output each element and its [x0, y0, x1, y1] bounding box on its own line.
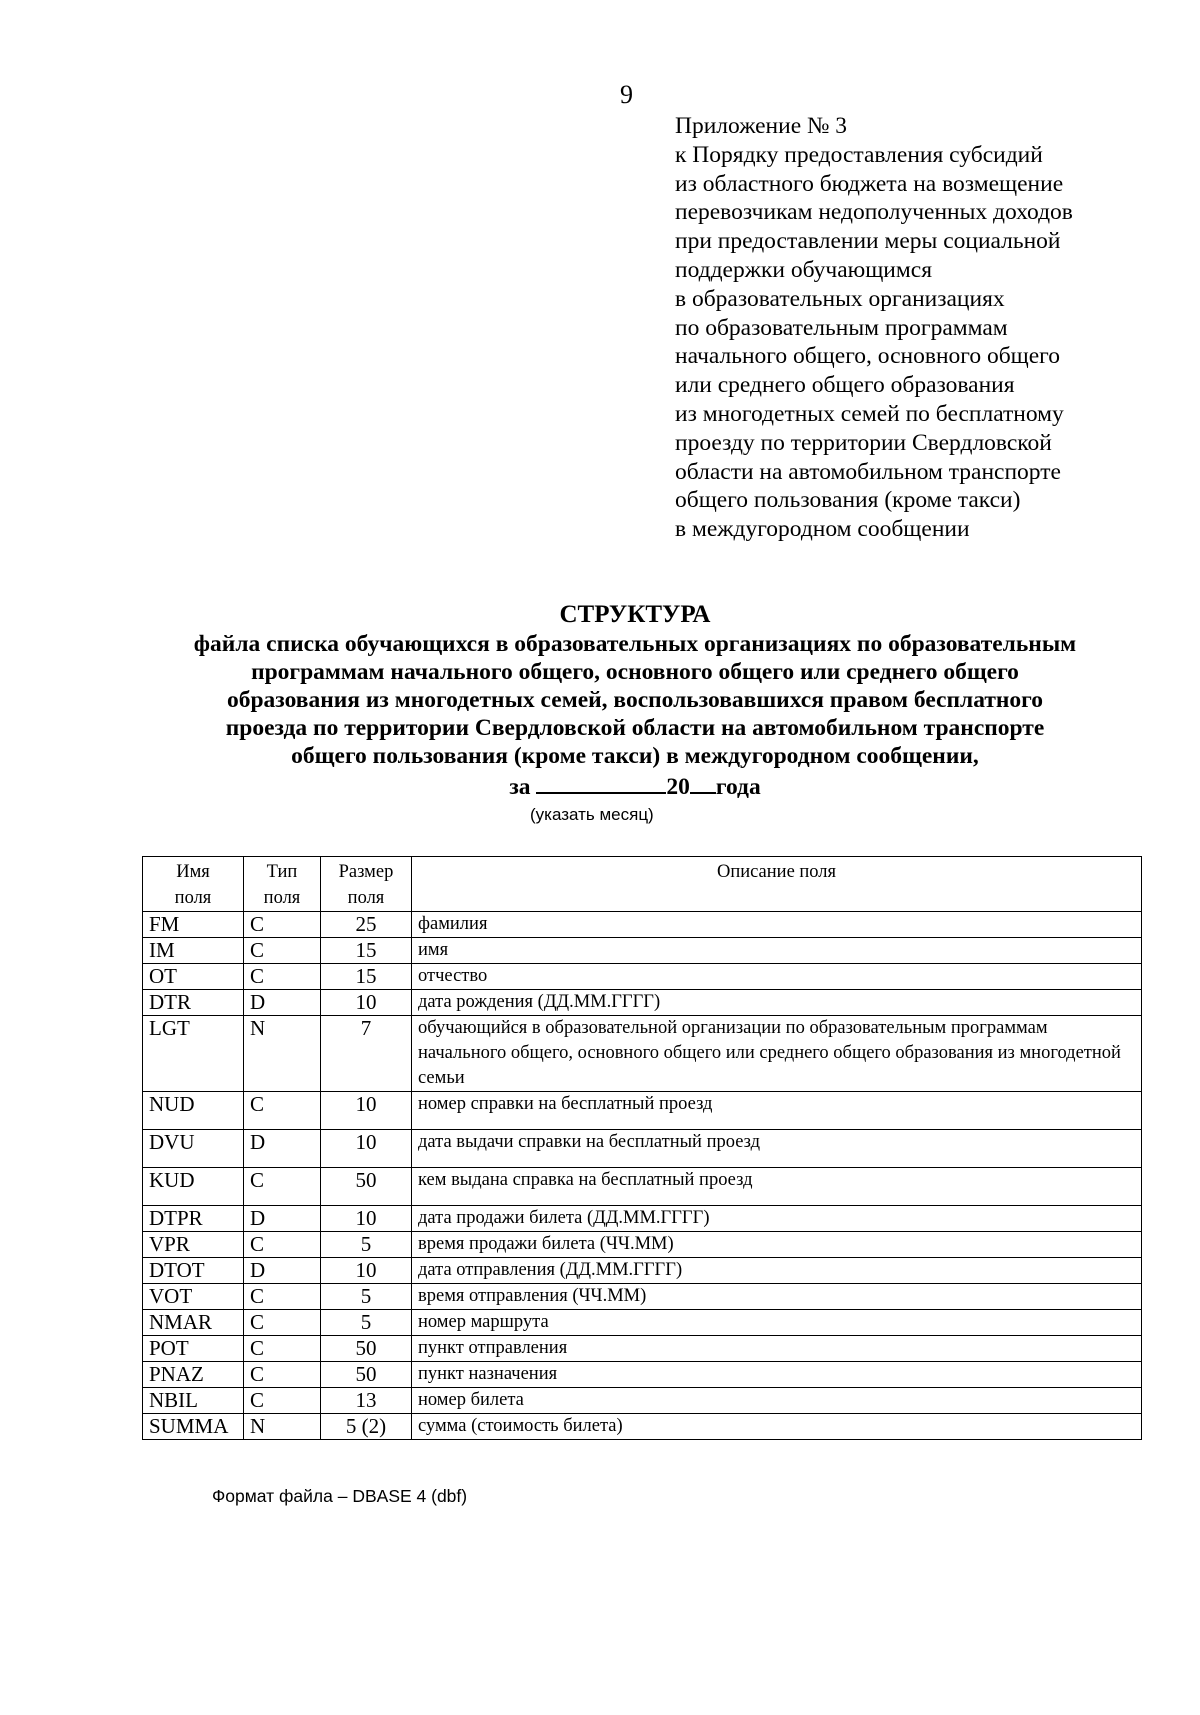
cell-name: NBIL: [143, 1388, 244, 1414]
cell-type: D: [244, 1130, 321, 1168]
table-row: [143, 1232, 1142, 1258]
appendix-line: начального общего, основного общего: [675, 343, 1060, 370]
cell-name: FM: [143, 912, 244, 938]
cell-description: дата отправления (ДД.ММ.ГГГГ): [412, 1258, 1142, 1284]
cell-name: DTR: [143, 990, 244, 1016]
appendix-line: в междугородном сообщении: [675, 516, 970, 543]
cell-size: 50: [321, 1336, 412, 1362]
year-blank: [690, 770, 716, 794]
cell-size: 10: [321, 1258, 412, 1284]
table-row: [143, 1206, 1142, 1232]
cell-description: пункт назначения: [412, 1362, 1142, 1388]
cell-description: дата рождения (ДД.ММ.ГГГГ): [412, 990, 1142, 1016]
cell-description: номер билета: [412, 1388, 1142, 1414]
cell-name: KUD: [143, 1168, 244, 1206]
cell-type: C: [244, 1388, 321, 1414]
cell-name: VOT: [143, 1284, 244, 1310]
subtitle-line: проезда по территории Свердловской области на автомобильном транспорте: [225, 715, 1045, 741]
cell-name: NMAR: [143, 1310, 244, 1336]
cell-name: OT: [143, 964, 244, 990]
table-row: [143, 1310, 1142, 1336]
cell-size: 15: [321, 964, 412, 990]
fields-table: [142, 856, 1142, 1440]
cell-type: N: [244, 1414, 321, 1440]
cell-name: NUD: [143, 1092, 244, 1130]
cell-type: D: [244, 1258, 321, 1284]
appendix-line: из многодетных семей по бесплатному: [675, 400, 1064, 427]
page-number: 9: [620, 80, 633, 109]
cell-size: 7: [321, 1016, 412, 1092]
cell-description: кем выдана справка на бесплатный проезд: [412, 1168, 1142, 1206]
cell-name: DVU: [143, 1130, 244, 1168]
appendix-line: проезду по территории Свердловской: [675, 429, 1052, 456]
cell-size: 13: [321, 1388, 412, 1414]
table-row: [143, 938, 1142, 964]
cell-description: пункт отправления: [412, 1336, 1142, 1362]
appendix-header: [675, 112, 1175, 544]
cell-description: имя: [412, 938, 1142, 964]
cell-name: LGT: [143, 1016, 244, 1092]
header-type: Тип поля: [244, 857, 321, 912]
period-hint: (указать месяц): [530, 805, 654, 824]
table-row: [143, 990, 1142, 1016]
appendix-line: области на автомобильном транспорте: [675, 458, 1061, 485]
cell-description: сумма (стоимость билета): [412, 1414, 1142, 1440]
cell-name: SUMMA: [143, 1414, 244, 1440]
cell-size: 10: [321, 1092, 412, 1130]
cell-description: время продажи билета (ЧЧ.ММ): [412, 1232, 1142, 1258]
cell-type: C: [244, 1092, 321, 1130]
cell-size: 50: [321, 1168, 412, 1206]
cell-description: номер справки на бесплатный проезд: [412, 1092, 1142, 1130]
cell-description: дата продажи билета (ДД.ММ.ГГГГ): [412, 1206, 1142, 1232]
subtitle-line: общего пользования (кроме такси) в междугородном сообщении,: [291, 743, 979, 769]
cell-name: VPR: [143, 1232, 244, 1258]
table-row: [143, 1284, 1142, 1310]
appendix-line: поддержки обучающимся: [675, 256, 932, 283]
cell-name: POT: [143, 1336, 244, 1362]
cell-type: C: [244, 1362, 321, 1388]
table-row: [143, 1388, 1142, 1414]
period-suffix: года: [715, 774, 761, 800]
cell-size: 10: [321, 1206, 412, 1232]
appendix-line: общего пользования (кроме такси): [675, 487, 1021, 514]
cell-type: C: [244, 1284, 321, 1310]
appendix-line: по образовательным программам: [675, 314, 1008, 341]
appendix-line: или среднего общего образования: [675, 372, 1015, 399]
header-name: Имя поля: [143, 857, 244, 912]
cell-name: PNAZ: [143, 1362, 244, 1388]
appendix-line: из областного бюджета на возмещение: [675, 170, 1064, 197]
table-row: [143, 1258, 1142, 1284]
cell-name: DTOT: [143, 1258, 244, 1284]
cell-type: C: [244, 1336, 321, 1362]
appendix-line: Приложение № 3: [675, 113, 848, 139]
cell-type: C: [244, 938, 321, 964]
period-prefix: за: [509, 774, 531, 800]
header-description: Описание поля: [412, 857, 1142, 912]
cell-size: 5: [321, 1284, 412, 1310]
document-title: СТРУКТУРА: [559, 601, 711, 628]
appendix-line: в образовательных организациях: [675, 285, 1005, 312]
table-row: [143, 1130, 1142, 1168]
cell-size: 25: [321, 912, 412, 938]
subtitle-line: файла списка обучающихся в образовательных организациях по образовательным: [193, 631, 1077, 657]
cell-description: обучающийся в образовательной организации по образовательным программам начального общего, основного общего или среднего общего образования из многодетной семьи: [412, 1016, 1142, 1092]
table-row: [143, 1016, 1142, 1092]
subtitle-line: образования из многодетных семей, воспользовавшихся правом бесплатного: [226, 687, 1044, 713]
cell-size: 10: [321, 990, 412, 1016]
appendix-line: при предоставлении меры социальной: [675, 228, 1061, 255]
appendix-line: к Порядку предоставления субсидий: [675, 141, 1043, 168]
month-blank: [536, 770, 666, 794]
cell-description: отчество: [412, 964, 1142, 990]
cell-size: 5: [321, 1232, 412, 1258]
cell-description: фамилия: [412, 912, 1142, 938]
cell-type: D: [244, 1206, 321, 1232]
table-header-row: [143, 857, 1142, 912]
table-row: [143, 1092, 1142, 1130]
cell-type: C: [244, 1232, 321, 1258]
cell-size: 5: [321, 1310, 412, 1336]
table-row: [143, 1336, 1142, 1362]
table-row: [143, 1362, 1142, 1388]
cell-type: D: [244, 990, 321, 1016]
cell-description: номер маршрута: [412, 1310, 1142, 1336]
table-row: [143, 1168, 1142, 1206]
cell-size: 50: [321, 1362, 412, 1388]
subtitle-line: программам начального общего, основного общего или среднего общего: [251, 659, 1019, 685]
cell-type: N: [244, 1016, 321, 1092]
year-prefix: 20: [666, 774, 690, 800]
cell-name: DTPR: [143, 1206, 244, 1232]
cell-size: 10: [321, 1130, 412, 1168]
cell-type: C: [244, 964, 321, 990]
cell-size: 15: [321, 938, 412, 964]
table-row: [143, 1414, 1142, 1440]
file-format-note: Формат файла – DBASE 4 (dbf): [212, 1486, 468, 1506]
cell-name: IM: [143, 938, 244, 964]
cell-description: дата выдачи справки на бесплатный проезд: [412, 1130, 1142, 1168]
cell-type: C: [244, 1310, 321, 1336]
appendix-line: перевозчикам недополученных доходов: [675, 199, 1073, 226]
period-line: [100, 770, 1170, 801]
document-title-block: [100, 600, 1170, 801]
table-row: [143, 964, 1142, 990]
cell-type: C: [244, 1168, 321, 1206]
cell-size: 5 (2): [321, 1414, 412, 1440]
cell-type: C: [244, 912, 321, 938]
table-row: [143, 912, 1142, 938]
header-size: Размер поля: [321, 857, 412, 912]
cell-description: время отправления (ЧЧ.ММ): [412, 1284, 1142, 1310]
